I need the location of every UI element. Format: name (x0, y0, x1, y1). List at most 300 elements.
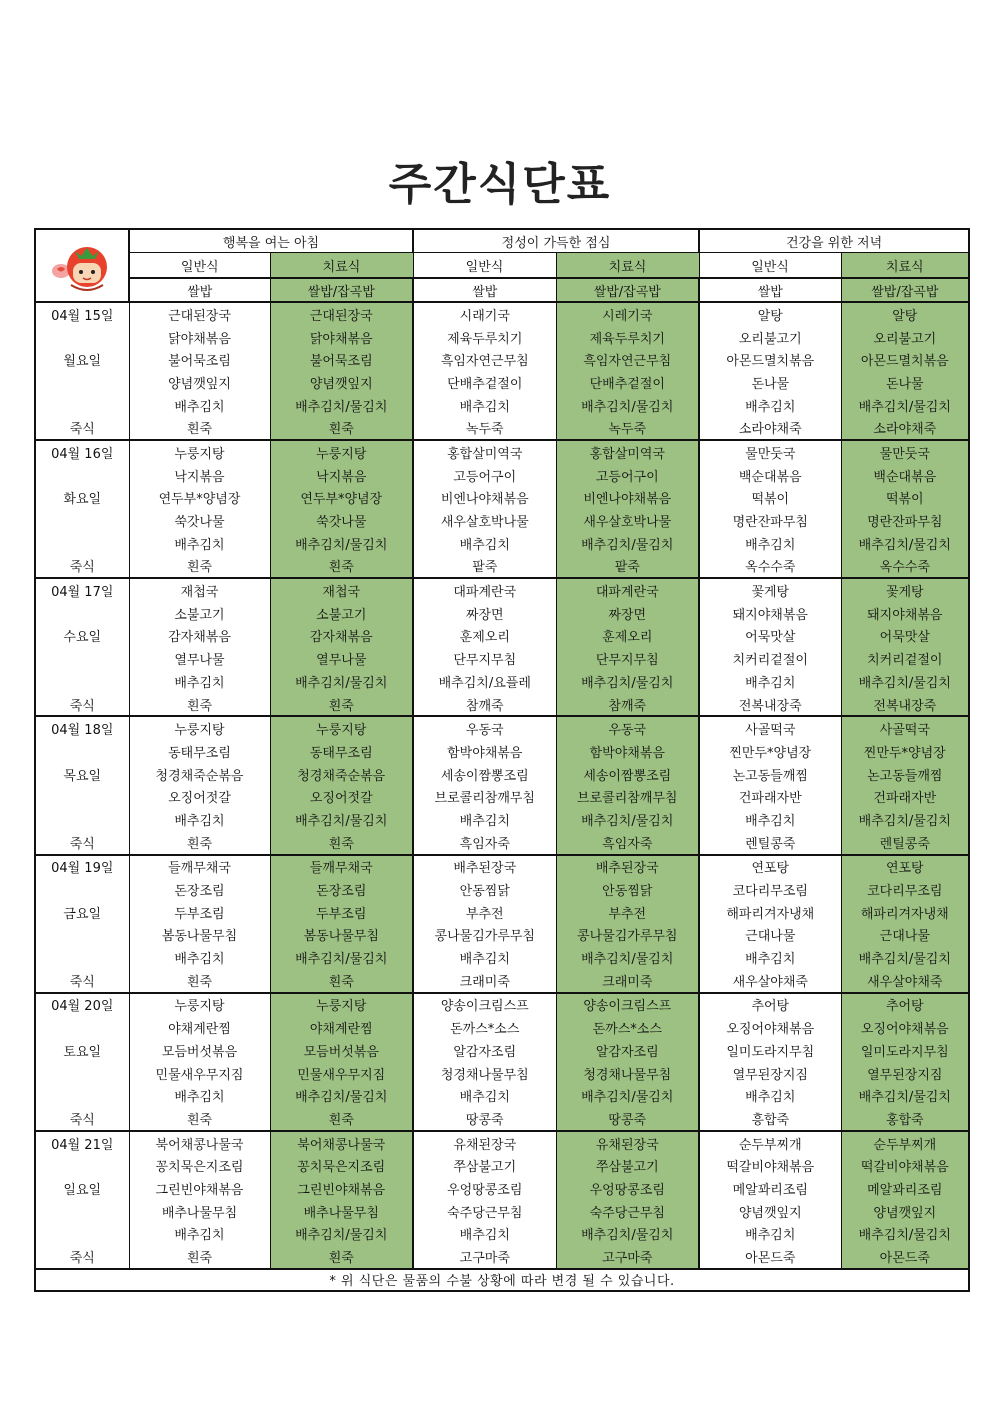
general-dish-cell: 쑥갓나물 (129, 509, 270, 532)
general-dish-cell: 배추김치 (413, 1223, 556, 1246)
therapeutic-dish-cell: 아몬드죽 (841, 1245, 969, 1269)
menu-row (35, 1245, 969, 1269)
general-dish-cell: 근대된장국 (129, 302, 270, 326)
menu-row (35, 1223, 969, 1246)
general-dish-cell: 추어탕 (699, 993, 841, 1017)
general-dish-cell: 북어채콩나물국 (129, 1131, 270, 1155)
therapeutic-dish-cell: 새우살호박나물 (556, 509, 699, 532)
therapeutic-dish-cell: 떡갈비야채볶음 (841, 1154, 969, 1177)
therapeutic-dish-cell: 고구마죽 (556, 1245, 699, 1269)
therapeutic-dish-cell: 팥죽 (556, 555, 699, 579)
therapeutic-dish-cell: 전복내장죽 (841, 693, 969, 717)
porridge-label: 죽식 (35, 1245, 129, 1269)
general-dish-cell: 우동국 (413, 716, 556, 740)
day-date: 04월 21일 (35, 1131, 129, 1155)
general-dish-cell: 짜장면 (413, 602, 556, 625)
menu-row (35, 785, 969, 808)
general-dish-cell: 고구마죽 (413, 1245, 556, 1269)
porridge-label: 죽식 (35, 1107, 129, 1131)
therapeutic-dish-cell: 오징어야채볶음 (841, 1016, 969, 1039)
day-spacer (35, 326, 129, 349)
therapeutic-dish-cell: 유채된장국 (556, 1131, 699, 1155)
day-spacer (35, 1223, 129, 1246)
general-dish-cell: 제육두루치기 (413, 326, 556, 349)
menu-row (35, 1062, 969, 1085)
menu-row (35, 416, 969, 440)
general-dish-cell: 돼지야채볶음 (699, 602, 841, 625)
general-dish-cell: 세송이짬뽕조림 (413, 763, 556, 786)
therapeutic-dish-cell: 흰죽 (270, 555, 413, 579)
general-dish-cell: 치커리겉절이 (699, 647, 841, 670)
menu-row (35, 1131, 969, 1155)
therapeutic-dish-cell: 근대된장국 (270, 302, 413, 326)
weekly-menu-table (34, 228, 970, 1292)
therapeutic-dish-cell: 배추김치/물김치 (556, 670, 699, 693)
general-dish-cell: 들깨무채국 (129, 855, 270, 879)
therapeutic-dish-cell: 근대나물 (841, 924, 969, 947)
general-dish-cell: 돈까스*소스 (413, 1016, 556, 1039)
therapeutic-dish-cell: 렌틸콩죽 (841, 831, 969, 855)
therapeutic-dish-cell: 낙지볶음 (270, 464, 413, 487)
therapeutic-dish-cell: 논고동들깨찜 (841, 763, 969, 786)
menu-row (35, 993, 969, 1017)
general-dish-cell: 메알꽈리조림 (699, 1177, 841, 1200)
day-spacer (35, 1084, 129, 1107)
general-dish-cell: 코다리무조림 (699, 878, 841, 901)
therapeutic-dish-cell: 배추김치/물김치 (556, 532, 699, 555)
rice-cell: 쌀밥 (699, 278, 841, 302)
day-spacer (35, 602, 129, 625)
therapeutic-dish-cell: 흰죽 (270, 416, 413, 440)
rice-cell: 쌀밥/잡곡밥 (841, 278, 969, 302)
therapeutic-dish-cell: 배추김치/물김치 (270, 532, 413, 555)
therapeutic-dish-cell: 배추김치/물김치 (270, 1223, 413, 1246)
day-date: 04월 20일 (35, 993, 129, 1017)
general-dish-cell: 돈나물 (699, 371, 841, 394)
therapeutic-dish-cell: 배추김치/물김치 (270, 670, 413, 693)
therapeutic-dish-cell: 브로콜리참깨무침 (556, 785, 699, 808)
therapeutic-dish-cell: 순두부찌개 (841, 1131, 969, 1155)
therapeutic-dish-cell: 꽃게탕 (841, 578, 969, 602)
general-dish-cell: 민물새우무지짐 (129, 1062, 270, 1085)
general-dish-cell: 누룽지탕 (129, 440, 270, 464)
therapeutic-dish-cell: 배추김치/물김치 (270, 808, 413, 831)
menu-row (35, 878, 969, 901)
therapeutic-dish-cell: 민물새우무지짐 (270, 1062, 413, 1085)
therapeutic-dish-cell: 봄동나물무침 (270, 924, 413, 947)
therapeutic-dish-cell: 고등어구이 (556, 464, 699, 487)
menu-row (35, 1084, 969, 1107)
therapeutic-dish-cell: 제육두루치기 (556, 326, 699, 349)
day-spacer (35, 1062, 129, 1085)
therapeutic-dish-cell: 배추김치/물김치 (841, 808, 969, 831)
day-weekday: 일요일 (35, 1177, 129, 1200)
therapeutic-dish-cell: 오리불고기 (841, 326, 969, 349)
menu-row (35, 924, 969, 947)
menu-row (35, 440, 969, 464)
therapeutic-dish-cell: 건파래자반 (841, 785, 969, 808)
therapeutic-dish-cell: 흰죽 (270, 1107, 413, 1131)
therapeutic-dish-cell: 세송이짬뽕조림 (556, 763, 699, 786)
therapeutic-dish-cell: 누룽지탕 (270, 993, 413, 1017)
general-dish-cell: 안동찜닭 (413, 878, 556, 901)
therapeutic-dish-cell: 배추김치/물김치 (556, 1223, 699, 1246)
general-dish-cell: 흰죽 (129, 416, 270, 440)
general-dish-cell: 꽁치묵은지조림 (129, 1154, 270, 1177)
menu-row (35, 855, 969, 879)
therapeutic-dish-cell: 짜장면 (556, 602, 699, 625)
general-dish-cell: 흑임자연근무침 (413, 348, 556, 371)
general-dish-cell: 배추김치 (129, 808, 270, 831)
therapeutic-dish-cell: 흰죽 (270, 831, 413, 855)
general-dish-cell: 단무지무침 (413, 647, 556, 670)
meal-header-dinner: 건강을 위한 저녁 (699, 229, 969, 253)
general-dish-cell: 청경채나물무침 (413, 1062, 556, 1085)
general-dish-cell: 불어묵조림 (129, 348, 270, 371)
therapeutic-dish-cell: 배추김치/물김치 (556, 946, 699, 969)
day-weekday: 화요일 (35, 487, 129, 510)
menu-row (35, 555, 969, 579)
general-dish-cell: 꽃게탕 (699, 578, 841, 602)
menu-row (35, 1016, 969, 1039)
general-dish-cell: 참깨죽 (413, 693, 556, 717)
therapeutic-dish-cell: 홍합죽 (841, 1107, 969, 1131)
therapeutic-dish-cell: 돈까스*소스 (556, 1016, 699, 1039)
menu-row (35, 1200, 969, 1223)
therapeutic-dish-cell: 함박야채볶음 (556, 740, 699, 763)
general-dish-cell: 흰죽 (129, 969, 270, 993)
menu-row (35, 578, 969, 602)
therapeutic-dish-cell: 크래미죽 (556, 969, 699, 993)
general-dish-cell: 열무된장지짐 (699, 1062, 841, 1085)
general-dish-cell: 흥합죽 (699, 1107, 841, 1131)
tomato-mascot-icon (36, 239, 128, 293)
menu-row (35, 808, 969, 831)
therapeutic-dish-cell: 쭈삼불고기 (556, 1154, 699, 1177)
general-dish-cell: 봄동나물무침 (129, 924, 270, 947)
general-dish-cell: 찐만두*양념장 (699, 740, 841, 763)
menu-row (35, 670, 969, 693)
therapeutic-dish-cell: 배추김치/물김치 (556, 1084, 699, 1107)
day-weekday: 수요일 (35, 625, 129, 648)
general-dish-cell: 떡볶이 (699, 487, 841, 510)
day-spacer (35, 924, 129, 947)
therapeutic-dish-cell: 들깨무채국 (270, 855, 413, 879)
general-dish-cell: 쭈삼불고기 (413, 1154, 556, 1177)
general-dish-cell: 비엔나야채볶음 (413, 487, 556, 510)
general-dish-cell: 배추된장국 (413, 855, 556, 879)
day-spacer (35, 1016, 129, 1039)
general-dish-cell: 배추김치 (129, 670, 270, 693)
general-dish-cell: 시래기국 (413, 302, 556, 326)
therapeutic-dish-cell: 쑥갓나물 (270, 509, 413, 532)
general-dish-cell: 청경채죽순볶음 (129, 763, 270, 786)
therapeutic-dish-cell: 어묵맛살 (841, 625, 969, 648)
general-dish-cell: 어묵맛살 (699, 625, 841, 648)
menu-row (35, 901, 969, 924)
general-dish-cell: 배추김치 (699, 1084, 841, 1107)
therapeutic-dish-cell: 배추된장국 (556, 855, 699, 879)
general-dish-cell: 양념깻잎지 (699, 1200, 841, 1223)
general-dish-cell: 양념깻잎지 (129, 371, 270, 394)
day-weekday: 금요일 (35, 901, 129, 924)
menu-row (35, 716, 969, 740)
general-dish-cell: 배추김치 (699, 808, 841, 831)
general-dish-cell: 논고동들깨찜 (699, 763, 841, 786)
general-dish-cell: 유채된장국 (413, 1131, 556, 1155)
general-dish-cell: 배추김치 (699, 394, 841, 417)
therapeutic-dish-cell: 꽁치묵은지조림 (270, 1154, 413, 1177)
general-dish-cell: 옥수수죽 (699, 555, 841, 579)
therapeutic-dish-cell: 우동국 (556, 716, 699, 740)
menu-row (35, 509, 969, 532)
day-spacer (35, 785, 129, 808)
day-spacer (35, 946, 129, 969)
general-dish-cell: 대파계란국 (413, 578, 556, 602)
general-dish-cell: 아몬드멸치볶음 (699, 348, 841, 371)
general-dish-cell: 근대나물 (699, 924, 841, 947)
general-dish-cell: 열무나물 (129, 647, 270, 670)
type-header-general: 일반식 (699, 253, 841, 279)
general-dish-cell: 오리불고기 (699, 326, 841, 349)
general-dish-cell: 훈제오리 (413, 625, 556, 648)
day-date: 04월 18일 (35, 716, 129, 740)
general-dish-cell: 배추김치 (413, 394, 556, 417)
general-dish-cell: 전복내장죽 (699, 693, 841, 717)
meal-header-lunch: 정성이 가득한 점심 (413, 229, 699, 253)
porridge-label: 죽식 (35, 831, 129, 855)
therapeutic-dish-cell: 북어채콩나물국 (270, 1131, 413, 1155)
general-dish-cell: 녹두죽 (413, 416, 556, 440)
therapeutic-dish-cell: 연포탕 (841, 855, 969, 879)
day-date: 04월 17일 (35, 578, 129, 602)
therapeutic-dish-cell: 숙주당근무침 (556, 1200, 699, 1223)
general-dish-cell: 렌틸콩죽 (699, 831, 841, 855)
general-dish-cell: 배추김치 (699, 1223, 841, 1246)
general-dish-cell: 감자채볶음 (129, 625, 270, 648)
general-dish-cell: 배추김치 (129, 532, 270, 555)
general-dish-cell: 누룽지탕 (129, 716, 270, 740)
general-dish-cell: 배추김치 (129, 946, 270, 969)
general-dish-cell: 양송이크림스프 (413, 993, 556, 1017)
rice-cell: 쌀밥 (413, 278, 556, 302)
day-date: 04월 15일 (35, 302, 129, 326)
therapeutic-dish-cell: 배추김치/물김치 (841, 946, 969, 969)
general-dish-cell: 배추김치 (129, 394, 270, 417)
general-dish-cell: 배추김치 (413, 1084, 556, 1107)
day-spacer (35, 371, 129, 394)
general-dish-cell: 배추김치 (413, 532, 556, 555)
day-spacer (35, 532, 129, 555)
therapeutic-dish-cell: 야채계란찜 (270, 1016, 413, 1039)
logo-cell (35, 229, 129, 302)
general-dish-cell: 배추김치 (699, 946, 841, 969)
therapeutic-dish-cell: 흰죽 (270, 693, 413, 717)
general-dish-cell: 배추김치/요플레 (413, 670, 556, 693)
menu-row (35, 969, 969, 993)
day-spacer (35, 878, 129, 901)
therapeutic-dish-cell: 연두부*양념장 (270, 487, 413, 510)
therapeutic-dish-cell: 배추김치/물김치 (556, 394, 699, 417)
general-dish-cell: 홍합살미역국 (413, 440, 556, 464)
therapeutic-dish-cell: 배추김치/물김치 (841, 532, 969, 555)
general-dish-cell: 브로콜리참깨무침 (413, 785, 556, 808)
menu-row (35, 371, 969, 394)
general-dish-cell: 땅콩죽 (413, 1107, 556, 1131)
therapeutic-dish-cell: 우엉땅콩조림 (556, 1177, 699, 1200)
general-dish-cell: 모듬버섯볶음 (129, 1039, 270, 1062)
day-weekday: 토요일 (35, 1039, 129, 1062)
general-dish-cell: 새우살야채죽 (699, 969, 841, 993)
therapeutic-dish-cell: 열무된장지짐 (841, 1062, 969, 1085)
therapeutic-dish-cell: 백순대볶음 (841, 464, 969, 487)
general-dish-cell: 누룽지탕 (129, 993, 270, 1017)
general-dish-cell: 소라야채죽 (699, 416, 841, 440)
menu-row (35, 394, 969, 417)
therapeutic-dish-cell: 불어묵조림 (270, 348, 413, 371)
therapeutic-dish-cell: 치커리겉절이 (841, 647, 969, 670)
therapeutic-dish-cell: 옥수수죽 (841, 555, 969, 579)
therapeutic-dish-cell: 감자채볶음 (270, 625, 413, 648)
meal-header-breakfast: 행복을 여는 아침 (129, 229, 413, 253)
general-dish-cell: 오징어젓갈 (129, 785, 270, 808)
menu-row (35, 625, 969, 648)
therapeutic-dish-cell: 오징어젓갈 (270, 785, 413, 808)
day-spacer (35, 1200, 129, 1223)
general-dish-cell: 사골떡국 (699, 716, 841, 740)
therapeutic-dish-cell: 알탕 (841, 302, 969, 326)
therapeutic-dish-cell: 땅콩죽 (556, 1107, 699, 1131)
menu-row (35, 693, 969, 717)
general-dish-cell: 그린빈야채볶음 (129, 1177, 270, 1200)
therapeutic-dish-cell: 콩나물김가루무침 (556, 924, 699, 947)
general-dish-cell: 두부조림 (129, 901, 270, 924)
day-spacer (35, 464, 129, 487)
porridge-label: 죽식 (35, 555, 129, 579)
general-dish-cell: 새우살호박나물 (413, 509, 556, 532)
type-header-therapeutic: 치료식 (841, 253, 969, 279)
general-dish-cell: 흑임자죽 (413, 831, 556, 855)
day-spacer (35, 1154, 129, 1177)
general-dish-cell: 알감자조림 (413, 1039, 556, 1062)
rice-cell: 쌀밥/잡곡밥 (556, 278, 699, 302)
menu-row (35, 348, 969, 371)
therapeutic-dish-cell: 아몬드멸치볶음 (841, 348, 969, 371)
day-date: 04월 19일 (35, 855, 129, 879)
therapeutic-dish-cell: 메알꽈리조림 (841, 1177, 969, 1200)
therapeutic-dish-cell: 찐만두*양념장 (841, 740, 969, 763)
general-dish-cell: 흰죽 (129, 693, 270, 717)
therapeutic-dish-cell: 단무지무침 (556, 647, 699, 670)
general-dish-cell: 떡갈비야채볶음 (699, 1154, 841, 1177)
general-dish-cell: 일미도라지무침 (699, 1039, 841, 1062)
therapeutic-dish-cell: 훈제오리 (556, 625, 699, 648)
general-dish-cell: 배추김치 (699, 532, 841, 555)
general-dish-cell: 연두부*양념장 (129, 487, 270, 510)
therapeutic-dish-cell: 사골떡국 (841, 716, 969, 740)
therapeutic-dish-cell: 흑임자연근무침 (556, 348, 699, 371)
therapeutic-dish-cell: 소불고기 (270, 602, 413, 625)
general-dish-cell: 낙지볶음 (129, 464, 270, 487)
type-header-therapeutic: 치료식 (270, 253, 413, 279)
general-dish-cell: 배추나물무침 (129, 1200, 270, 1223)
menu-row (35, 763, 969, 786)
footnote: * 위 식단은 물품의 수불 상황에 따라 변경 될 수 있습니다. (35, 1269, 969, 1291)
day-weekday: 목요일 (35, 763, 129, 786)
menu-row (35, 1107, 969, 1131)
general-dish-cell: 건파래자반 (699, 785, 841, 808)
therapeutic-dish-cell: 돈장조림 (270, 878, 413, 901)
general-dish-cell: 동태무조림 (129, 740, 270, 763)
day-spacer (35, 394, 129, 417)
therapeutic-dish-cell: 해파리겨자냉채 (841, 901, 969, 924)
general-dish-cell: 배추김치 (413, 808, 556, 831)
general-dish-cell: 연포탕 (699, 855, 841, 879)
therapeutic-dish-cell: 양념깻잎지 (841, 1200, 969, 1223)
general-dish-cell: 소불고기 (129, 602, 270, 625)
menu-row (35, 602, 969, 625)
therapeutic-dish-cell: 두부조림 (270, 901, 413, 924)
general-dish-cell: 고등어구이 (413, 464, 556, 487)
therapeutic-dish-cell: 청경채나물무침 (556, 1062, 699, 1085)
therapeutic-dish-cell: 그린빈야채볶음 (270, 1177, 413, 1200)
therapeutic-dish-cell: 떡볶이 (841, 487, 969, 510)
page-title: 주간식단표 (388, 159, 612, 210)
menu-row (35, 831, 969, 855)
therapeutic-dish-cell: 돈나물 (841, 371, 969, 394)
therapeutic-dish-cell: 배추나물무침 (270, 1200, 413, 1223)
therapeutic-dish-cell: 누룽지탕 (270, 440, 413, 464)
therapeutic-dish-cell: 안동찜닭 (556, 878, 699, 901)
general-dish-cell: 흰죽 (129, 1107, 270, 1131)
therapeutic-dish-cell: 배추김치/물김치 (841, 1084, 969, 1107)
general-dish-cell: 숙주당근무침 (413, 1200, 556, 1223)
general-dish-cell: 배추김치 (129, 1223, 270, 1246)
type-header-general: 일반식 (413, 253, 556, 279)
type-header-therapeutic: 치료식 (556, 253, 699, 279)
general-dish-cell: 크래미죽 (413, 969, 556, 993)
therapeutic-dish-cell: 단배추겉절이 (556, 371, 699, 394)
therapeutic-dish-cell: 열무나물 (270, 647, 413, 670)
day-spacer (35, 808, 129, 831)
general-dish-cell: 야채계란찜 (129, 1016, 270, 1039)
porridge-label: 죽식 (35, 693, 129, 717)
menu-row (35, 487, 969, 510)
therapeutic-dish-cell: 배추김치/물김치 (270, 394, 413, 417)
therapeutic-dish-cell: 참깨죽 (556, 693, 699, 717)
general-dish-cell: 콩나물김가루무침 (413, 924, 556, 947)
therapeutic-dish-cell: 배추김치/물김치 (556, 808, 699, 831)
therapeutic-dish-cell: 배추김치/물김치 (270, 1084, 413, 1107)
therapeutic-dish-cell: 닭야채볶음 (270, 326, 413, 349)
general-dish-cell: 알탕 (699, 302, 841, 326)
therapeutic-dish-cell: 흰죽 (270, 969, 413, 993)
therapeutic-dish-cell: 물만둣국 (841, 440, 969, 464)
day-spacer (35, 509, 129, 532)
general-dish-cell: 물만둣국 (699, 440, 841, 464)
therapeutic-dish-cell: 배추김치/물김치 (841, 1223, 969, 1246)
general-dish-cell: 부추전 (413, 901, 556, 924)
therapeutic-dish-cell: 청경채죽순볶음 (270, 763, 413, 786)
therapeutic-dish-cell: 홍합살미역국 (556, 440, 699, 464)
general-dish-cell: 명란잔파무침 (699, 509, 841, 532)
rice-cell: 쌀밥 (129, 278, 270, 302)
menu-row (35, 740, 969, 763)
menu-row (35, 302, 969, 326)
therapeutic-dish-cell: 배추김치/물김치 (841, 670, 969, 693)
therapeutic-dish-cell: 명란잔파무침 (841, 509, 969, 532)
therapeutic-dish-cell: 시레기국 (556, 302, 699, 326)
